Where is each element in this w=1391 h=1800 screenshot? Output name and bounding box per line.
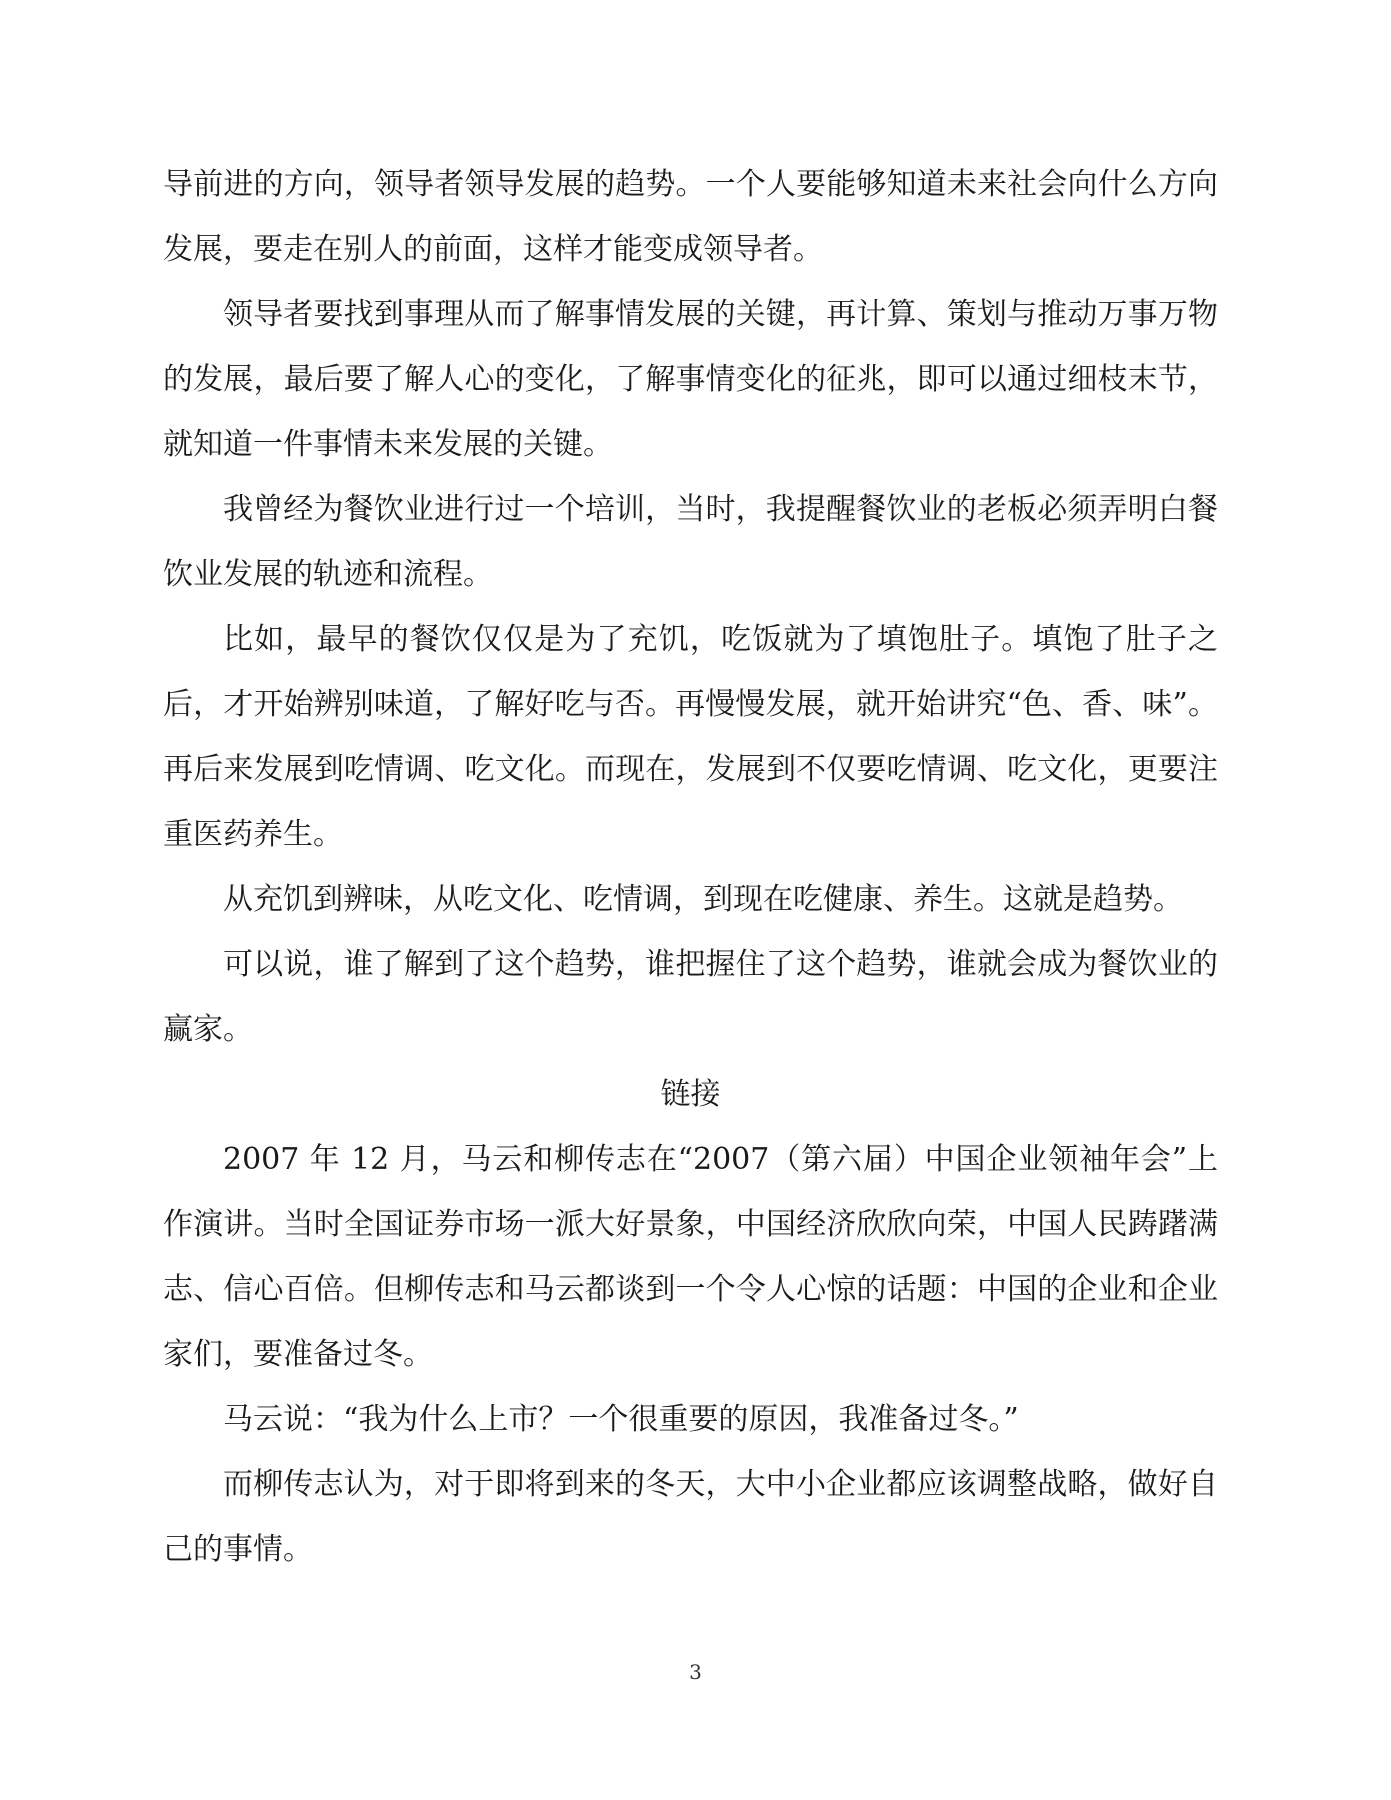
paragraph-winner: 可以说，谁了解到了这个趋势，谁把握住了这个趋势，谁就会成为餐饮业的赢家。 xyxy=(163,947,1218,1047)
paragraph-liu-chuanzhi: 而柳传志认为，对于即将到来的冬天，大中小企业都应该调整战略，做好自己的事情。 xyxy=(163,1467,1218,1567)
paragraph-leaders-key: 领导者要找到事理从而了解事情发展的关键，再计算、策划与推动万事万物的发展，最后要了解人心的变化，了解事情变化的征兆，即可以通过细枝末节，就知道一件事情未来发展的关键。 xyxy=(163,297,1218,462)
paragraph-2007-conference: 2007 年 12 月，马云和柳传志在“2007（第六届）中国企业领袖年会”上作演讲。当时全国证券市场一派大好景象，中国经济欣欣向荣，中国人民踌躇满志、信心百倍。但柳传志和马云都谈到一个令人心惊的话题：中国的企业和企业家们，要准备过冬。 xyxy=(163,1142,1218,1372)
section-heading-link: 链接 xyxy=(660,1077,721,1112)
paragraph-continued: 导前进的方向，领导者领导发展的趋势。一个人要能够知道未来社会向什么方向发展，要走在别人的前面，这样才能变成领导者。 xyxy=(163,167,1218,267)
paragraph-trend: 从充饥到辨味，从吃文化、吃情调，到现在吃健康、养生。这就是趋势。 xyxy=(223,882,1183,917)
document-body xyxy=(163,152,1218,1582)
paragraph-catering-training: 我曾经为餐饮业进行过一个培训，当时，我提醒餐饮业的老板必须弄明白餐饮业发展的轨迹和流程。 xyxy=(163,492,1218,592)
paragraph-catering-evolution: 比如，最早的餐饮仅仅是为了充饥，吃饭就为了填饱肚子。填饱了肚子之后，才开始辨别味道，了解好吃与否。再慢慢发展，就开始讲究“色、香、味”。再后来发展到吃情调、吃文化。而现在，发展到不仅要吃情调、吃文化，更要注重医药养生。 xyxy=(163,622,1218,852)
page-number: 3 xyxy=(689,1660,702,1684)
paragraph-ma-yun-quote: 马云说：“我为什么上市？一个很重要的原因，我准备过冬。” xyxy=(223,1402,1019,1437)
